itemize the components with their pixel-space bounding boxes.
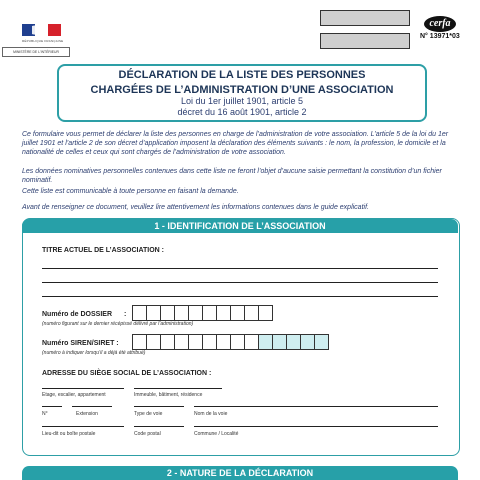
dossier-colon: : — [124, 311, 127, 318]
extension-input-line[interactable] — [72, 406, 112, 407]
immeuble-field-label: Immeuble, bâtiment, résidence — [134, 392, 203, 398]
siret-cell[interactable] — [258, 334, 273, 350]
title-box — [57, 64, 427, 122]
siren-cell[interactable] — [146, 334, 161, 350]
dossier-cell[interactable] — [202, 305, 217, 321]
dossier-cell[interactable] — [230, 305, 245, 321]
etage-field-label: Etage, escalier, appartement — [42, 392, 106, 398]
siren-hint: (numéro à indiquer lorsqu’il a déjà été attribué) — [42, 350, 146, 356]
title-line-2: CHARGÉES DE L’ADMINISTRATION D’UNE ASSOCIATION — [90, 84, 394, 96]
siret-cell[interactable] — [314, 334, 329, 350]
section-2-header: 2 - NATURE DE LA DÉCLARATION — [22, 466, 458, 480]
siret-cell[interactable] — [300, 334, 315, 350]
dossier-cells[interactable] — [132, 305, 272, 321]
dossier-cell[interactable] — [146, 305, 161, 321]
numero-input-line[interactable] — [42, 406, 62, 407]
association-title-line-3[interactable] — [42, 296, 438, 297]
title-law-2: décret du 16 août 1901, article 2 — [177, 107, 307, 117]
code-postal-input-line[interactable] — [134, 426, 184, 427]
lieu-dit-field-label: Lieu-dit ou boîte postale — [42, 431, 96, 437]
siren-cell[interactable] — [132, 334, 147, 350]
intro-paragraph-1: Ce formulaire vous permet de déclarer la liste des personnes en charge de l’administration de votre association. L’article 5 de la loi du 1er juillet 1901 et l’article 2 de son décret d’application imposent la déclaration des éléments suivants : le nom, la profession, le domicile et la nationalité de celles et ceux qui sont chargés de l’administration de votre association. — [22, 131, 449, 156]
cerfa-number: N° 13971*03 — [420, 33, 460, 40]
siret-cell[interactable] — [272, 334, 287, 350]
intro-paragraph-3: Cette liste est communicable à toute personne en faisant la demande. — [22, 188, 239, 195]
immeuble-input-line[interactable] — [134, 388, 222, 389]
siren-cell[interactable] — [174, 334, 189, 350]
siret-cell[interactable] — [286, 334, 301, 350]
dossier-cell[interactable] — [160, 305, 175, 321]
type-voie-input-line[interactable] — [134, 406, 184, 407]
title-line-1: DÉCLARATION DE LA LISTE DES PERSONNES — [118, 69, 366, 81]
address-label: ADRESSE DU SIÈGE SOCIAL DE L’ASSOCIATION : — [42, 370, 212, 377]
siren-label: Numéro SIREN/SIRET : — [42, 340, 119, 347]
marianne-logo — [22, 22, 62, 38]
dossier-cell[interactable] — [188, 305, 203, 321]
siren-cell[interactable] — [216, 334, 231, 350]
ministry-tag: MINISTÈRE DE L'INTÉRIEUR — [2, 47, 70, 57]
dossier-hint: (numéro figurant sur le dernier récépissé délivré par l’administration) — [42, 321, 194, 327]
dossier-label: Numéro de DOSSIER — [42, 311, 113, 318]
dossier-cell[interactable] — [244, 305, 259, 321]
numero-field-label: N° — [42, 411, 48, 417]
cerfa-logo: cerfa — [424, 16, 456, 32]
siren-cell[interactable] — [160, 334, 175, 350]
dossier-cell[interactable] — [258, 305, 273, 321]
siren-cell[interactable] — [230, 334, 245, 350]
commune-field-label: Commune / Localité — [194, 431, 239, 437]
intro-paragraph-2: Les données nominatives personnelles contenues dans cette liste ne feront l’objet d’aucune saisie permettant la constitution d’un fichier nominatif. — [22, 168, 442, 184]
intro-paragraph-4: Avant de renseigner ce document, veuillez lire attentivement les informations contenues dans le guide explicatif. — [22, 204, 369, 211]
code-postal-field-label: Code postal — [134, 431, 161, 437]
admin-box-bottom[interactable] — [320, 33, 410, 49]
association-title-line-2[interactable] — [42, 282, 438, 283]
siren-cell[interactable] — [188, 334, 203, 350]
lieu-dit-input-line[interactable] — [42, 426, 124, 427]
nom-voie-input-line[interactable] — [194, 406, 438, 407]
dossier-cell[interactable] — [216, 305, 231, 321]
siren-cell[interactable] — [202, 334, 217, 350]
title-law-1: Loi du 1er juillet 1901, article 5 — [180, 96, 304, 106]
siren-cells[interactable] — [132, 334, 328, 350]
association-title-label: TITRE ACTUEL DE L’ASSOCIATION : — [42, 247, 164, 254]
siren-cell[interactable] — [244, 334, 259, 350]
association-title-line-1[interactable] — [42, 268, 438, 269]
extension-field-label: Extension — [76, 411, 98, 417]
etage-input-line[interactable] — [42, 388, 124, 389]
admin-box-top[interactable] — [320, 10, 410, 26]
dossier-cell[interactable] — [174, 305, 189, 321]
dossier-cell[interactable] — [132, 305, 147, 321]
gov-caption: RÉPUBLIQUE FRANÇAISE — [22, 39, 64, 43]
commune-input-line[interactable] — [194, 426, 438, 427]
nom-voie-field-label: Nom de la voie — [194, 411, 228, 417]
section-1-header: 1 - IDENTIFICATION DE L’ASSOCIATION — [22, 219, 458, 233]
type-voie-field-label: Type de voie — [134, 411, 163, 417]
